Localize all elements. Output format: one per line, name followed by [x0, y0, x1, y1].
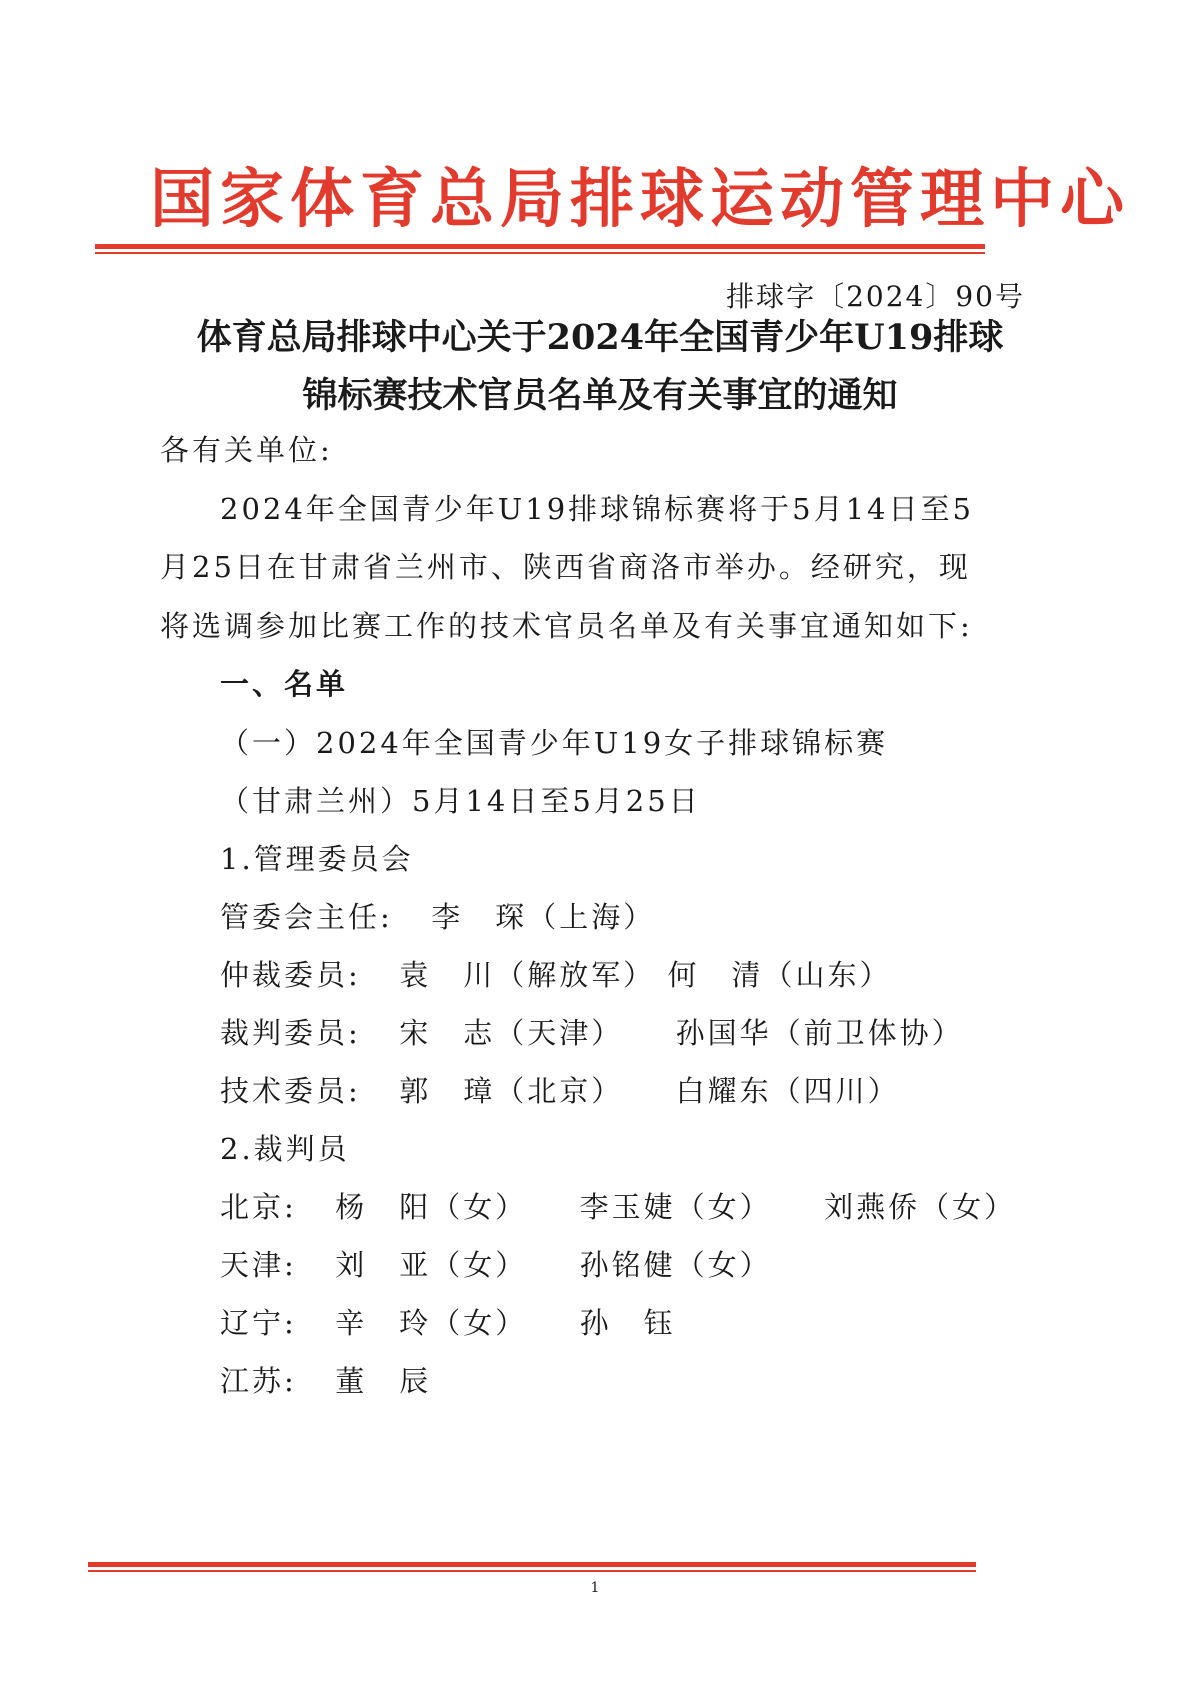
- committee-member: 宋 志（天津）: [399, 1016, 624, 1050]
- referee-row: [220, 1243, 772, 1284]
- letterhead-rule-thick: [95, 244, 985, 249]
- document-title-line-2: 锦标赛技术官员名单及有关事宜的通知: [302, 375, 898, 416]
- committee-member: 郭 璋（北京）: [399, 1074, 624, 1108]
- referee-region: 天津:: [220, 1248, 297, 1282]
- referee-member: 杨 阳（女）: [335, 1190, 528, 1224]
- page-number: 1: [590, 1580, 600, 1596]
- committee-role: 技术委员:: [220, 1074, 361, 1108]
- referee-region: 江苏:: [220, 1364, 297, 1398]
- referee-member: 辛 玲（女）: [335, 1306, 528, 1340]
- committee-role: 裁判委员:: [220, 1016, 361, 1050]
- intro-line: 月25日在甘肃省兰州市、陕西省商洛市举办。经研究，现: [160, 550, 971, 584]
- committee-member: 孙国华（前卫体协）: [675, 1016, 964, 1050]
- subsection-heading: （一）2024年全国青少年U19女子排球锦标赛: [220, 726, 889, 760]
- referee-row: [220, 1359, 431, 1400]
- referee-region: 北京:: [220, 1190, 297, 1224]
- document-title-line-1: 体育总局排球中心关于2024年全国青少年U19排球: [196, 317, 1004, 358]
- committee-member: 袁 川（解放军）: [399, 958, 656, 992]
- subsection-dates: （甘肃兰州）5月14日至5月25日: [220, 784, 701, 818]
- intro-line: 将选调参加比赛工作的技术官员名单及有关事宜通知如下:: [160, 609, 973, 643]
- salutation: 各有关单位:: [160, 433, 333, 467]
- committee-member: 李 琛（上海）: [431, 900, 656, 934]
- letterhead-title: 国家体育总局排球运动管理中心: [150, 163, 1130, 237]
- referee-member: 刘燕侨（女）: [824, 1190, 1017, 1224]
- committee-role: 管委会主任:: [220, 900, 393, 934]
- intro-line: 2024年全国青少年U19排球锦标赛将于5月14日至5: [220, 492, 974, 526]
- referee-member: 刘 亚（女）: [335, 1248, 528, 1282]
- referees-heading: 2.裁判员: [220, 1132, 350, 1166]
- referee-member: 孙 钰: [579, 1306, 676, 1340]
- footer-rule-thick: [88, 1562, 976, 1567]
- committee-role: 仲裁委员:: [220, 958, 361, 992]
- footer-rule-thin: [88, 1570, 976, 1572]
- section-heading: 一、名单: [220, 667, 349, 701]
- committee-member: 何 清（山东）: [667, 958, 892, 992]
- committee-row: [220, 1011, 964, 1052]
- committee-row: [220, 1069, 900, 1110]
- referee-row: [220, 1301, 676, 1342]
- committee-member: 白耀东（四川）: [675, 1074, 900, 1108]
- referee-row: [220, 1185, 1016, 1226]
- committee-row: [220, 895, 655, 936]
- committee-row: [220, 953, 891, 994]
- document-number: 排球字〔2024〕90号: [726, 280, 1025, 313]
- referee-member: 李玉婕（女）: [579, 1190, 772, 1224]
- referee-member: 董 辰: [335, 1364, 432, 1398]
- letterhead-rule-thin: [95, 252, 985, 254]
- referee-region: 辽宁:: [220, 1306, 297, 1340]
- referee-member: 孙铭健（女）: [579, 1248, 772, 1282]
- committee-heading: 1.管理委员会: [220, 842, 414, 876]
